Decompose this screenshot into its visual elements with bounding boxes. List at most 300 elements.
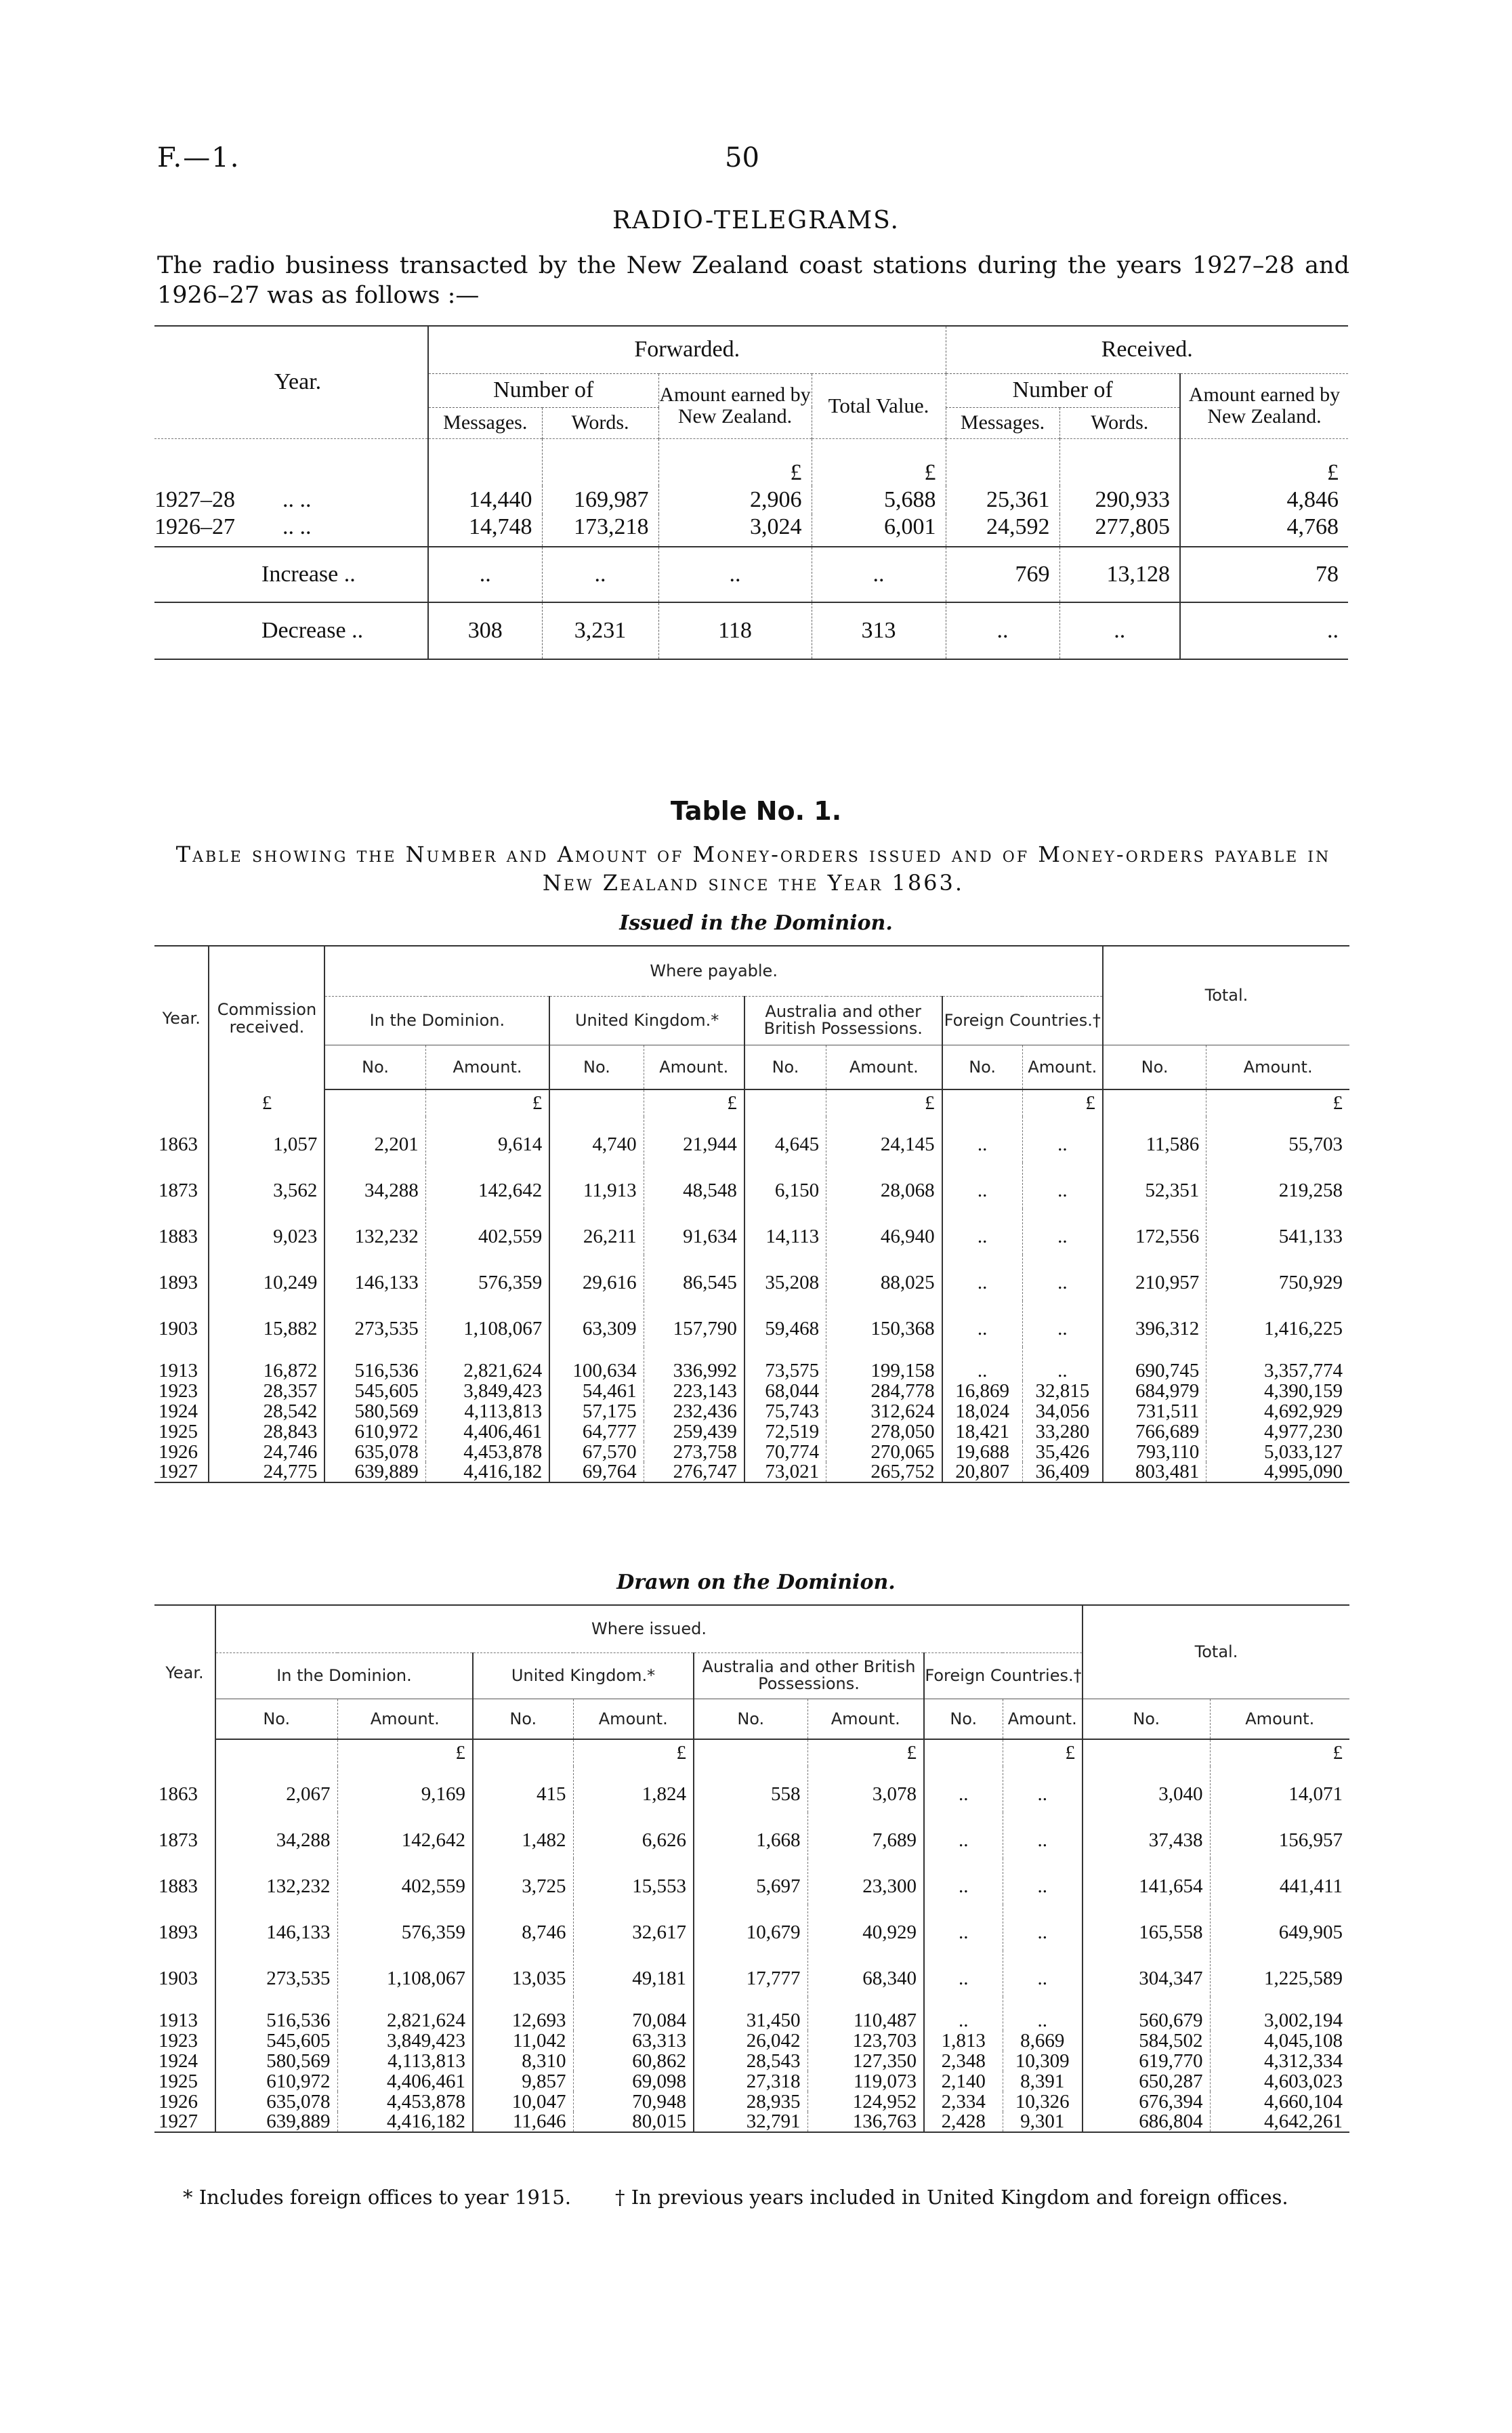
cell-aus-no: 59,468 (744, 1301, 826, 1347)
radio-header-rcv-number-of: Number of (946, 373, 1180, 407)
cell-uk-no: 64,777 (549, 1421, 644, 1442)
cell-comm: 10,249 (209, 1255, 324, 1301)
radio-header-fwd-number-of: Number of (428, 373, 658, 407)
cell-uk-no: 12,693 (473, 1997, 573, 2031)
cell-for-no: .. (924, 1997, 1003, 2031)
cell-tot-no: 650,287 (1083, 2071, 1210, 2092)
drawn-header-total: Total. (1083, 1605, 1349, 1699)
cell-aus-no: 26,042 (694, 2031, 807, 2051)
cell-uk-no: 9,857 (473, 2071, 573, 2092)
cell-tot-no: 560,679 (1083, 1997, 1210, 2031)
issued-table-row (154, 1421, 1349, 1442)
radio-row-increase: Increase .. .. .. .. .. 769 13,128 78 (154, 547, 1348, 602)
cell-aus-no: 17,777 (694, 1951, 807, 1997)
cell-year: 1923 (159, 1379, 198, 1402)
cell-uk-no: 8,310 (473, 2051, 573, 2071)
cell-uk-no: 13,035 (473, 1951, 573, 1997)
cell-dom-amt: 402,559 (425, 1209, 549, 1255)
cell-for-amt: .. (1003, 1766, 1083, 1812)
issued-table-row (154, 1255, 1349, 1301)
cell-aus-no: 5,697 (694, 1858, 807, 1905)
cell-year: 1873 (159, 1179, 198, 1201)
cell-uk-no: 3,725 (473, 1858, 573, 1905)
cell-tot-amt: 4,977,230 (1206, 1421, 1349, 1442)
cell-dom-no: 132,232 (324, 1209, 425, 1255)
cell-uk-amt: 259,439 (644, 1421, 744, 1442)
cell-uk-amt: 69,098 (573, 2071, 694, 2092)
cell-tot-no: 304,347 (1083, 1951, 1210, 1997)
cell-for-no: 2,140 (924, 2071, 1003, 2092)
cell-dom-amt: 402,559 (337, 1858, 473, 1905)
radio-pound-sign: £ (1180, 438, 1348, 486)
cell-for-no: .. (942, 1301, 1023, 1347)
cell-dom-amt: 1,108,067 (337, 1951, 473, 1997)
cell-for-no: 18,421 (942, 1421, 1023, 1442)
table-1-subtitle: Table showing the Number and Amount of Money-orders issued and of Money-orders payable in New Zealand since the Year 1863. (175, 841, 1331, 896)
cell-comm: 28,542 (209, 1401, 324, 1421)
issued-header-year: Year. (154, 946, 209, 1089)
cell-uk-amt: 21,944 (644, 1117, 744, 1163)
cell-year: 1924 (159, 2050, 198, 2072)
radio-header-received: Received. (946, 326, 1348, 373)
cell-dom-no: 610,972 (215, 2071, 337, 2092)
cell-uk-amt: 70,948 (573, 2092, 694, 2112)
cell-aus-no: 6,150 (744, 1163, 826, 1209)
cell-tot-amt: 4,045,108 (1210, 2031, 1349, 2051)
cell-uk-amt: 336,992 (644, 1347, 744, 1381)
cell-uk-no: 11,042 (473, 2031, 573, 2051)
cell-for-no: 2,334 (924, 2092, 1003, 2112)
cell-dom-no: 639,889 (324, 1462, 425, 1482)
cell-comm: 28,843 (209, 1421, 324, 1442)
drawn-table-row (154, 2071, 1349, 2092)
cell-dom-amt: 4,113,813 (425, 1401, 549, 1421)
cell-for-no: .. (942, 1255, 1023, 1301)
cell-uk-amt: 6,626 (573, 1812, 694, 1858)
issued-header-total: Total. (1103, 946, 1349, 1045)
cell-tot-amt: 750,929 (1206, 1255, 1349, 1301)
drawn-heading: Drawn on the Dominion. (616, 1571, 896, 1594)
radio-row-1927-28: 1927–28 .. .. 14,440 169,987 2,906 5,688 25,361 290,933 4,846 (154, 486, 1348, 514)
drawn-header-where-issued: Where issued. (215, 1605, 1083, 1652)
cell-dom-no: 635,078 (215, 2092, 337, 2112)
cell-for-amt: .. (1022, 1117, 1103, 1163)
cell-tot-amt: 4,642,261 (1210, 2112, 1349, 2132)
cell-tot-no: 676,394 (1083, 2092, 1210, 2112)
cell-for-amt: 8,391 (1003, 2071, 1083, 2092)
cell-uk-no: 11,646 (473, 2112, 573, 2132)
cell-for-no: 18,024 (942, 1401, 1023, 1421)
cell-year: 1927 (154, 1462, 209, 1482)
cell-aus-amt: 265,752 (826, 1462, 942, 1482)
cell-comm: 1,057 (209, 1117, 324, 1163)
radio-header-year: Year. (154, 326, 428, 438)
cell-tot-amt: 4,390,159 (1206, 1381, 1349, 1401)
cell-aus-no: 73,021 (744, 1462, 826, 1482)
cell-tot-no: 172,556 (1103, 1209, 1206, 1255)
cell-dom-no: 580,569 (324, 1401, 425, 1421)
cell-for-amt: .. (1022, 1163, 1103, 1209)
radio-header-rcv-messages: Messages. (946, 407, 1059, 438)
page-number: 50 (725, 142, 759, 173)
cell-tot-amt: 1,416,225 (1206, 1301, 1349, 1347)
cell-for-no: 2,428 (924, 2112, 1003, 2132)
issued-header-aus: Australia and other British Possessions. (744, 996, 942, 1045)
drawn-header-foreign: Foreign Countries.† (924, 1652, 1083, 1699)
radio-intro-paragraph: The radio business transacted by the New Zealand coast stations during the years 1927–28 and 1926–27 was as follows :— (157, 252, 1349, 309)
cell-uk-amt: 48,548 (644, 1163, 744, 1209)
cell-aus-no: 4,645 (744, 1117, 826, 1163)
cell-tot-no: 684,979 (1103, 1381, 1206, 1401)
cell-uk-amt: 60,862 (573, 2051, 694, 2071)
issued-table-row (154, 1381, 1349, 1401)
cell-year: 1893 (159, 1921, 198, 1943)
cell-for-amt: 10,326 (1003, 2092, 1083, 2112)
cell-tot-no: 686,804 (1083, 2112, 1210, 2132)
table-1-title: Table No. 1. (670, 796, 842, 826)
cell-for-amt: .. (1003, 1951, 1083, 1997)
cell-tot-amt: 1,225,589 (1210, 1951, 1349, 1997)
cell-year: 1913 (159, 2010, 198, 2031)
cell-year: 1903 (159, 1317, 198, 1339)
cell-comm: 3,562 (209, 1163, 324, 1209)
cell-year: 1926 (159, 2090, 198, 2113)
cell-aus-no: 70,774 (744, 1442, 826, 1462)
cell-uk-amt: 273,758 (644, 1442, 744, 1462)
drawn-header-aus: Australia and other British Possessions. (694, 1652, 924, 1699)
radio-row-decrease: Decrease .. 308 3,231 118 313 .. .. .. (154, 602, 1348, 659)
cell-dom-no: 545,605 (324, 1381, 425, 1401)
drawn-header-uk: United Kingdom.* (473, 1652, 694, 1699)
radio-header-fwd-total: Total Value. (812, 373, 946, 438)
cell-tot-no: 793,110 (1103, 1442, 1206, 1462)
cell-aus-no: 75,743 (744, 1401, 826, 1421)
issued-header-uk: United Kingdom.* (549, 996, 744, 1045)
cell-aus-amt: 28,068 (826, 1163, 942, 1209)
cell-dom-amt: 2,821,624 (425, 1347, 549, 1381)
cell-for-amt: 32,815 (1022, 1381, 1103, 1401)
cell-comm: 24,775 (209, 1462, 324, 1482)
cell-for-no: .. (942, 1117, 1023, 1163)
cell-tot-no: 3,040 (1083, 1766, 1210, 1812)
cell-for-amt: .. (1022, 1347, 1103, 1381)
cell-year: 1927 (154, 2112, 215, 2132)
footnote-dagger: † In previous years included in United Kingdom and foreign offices. (615, 2186, 1288, 2209)
cell-for-amt: 36,409 (1022, 1462, 1103, 1482)
cell-aus-no: 558 (694, 1766, 807, 1812)
cell-dom-amt: 4,416,182 (425, 1462, 549, 1482)
cell-dom-amt: 4,406,461 (337, 2071, 473, 2092)
cell-tot-amt: 3,002,194 (1210, 1997, 1349, 2031)
row-label: 1927–28 (154, 487, 235, 512)
cell-uk-no: 10,047 (473, 2092, 573, 2112)
cell-aus-amt: 40,929 (807, 1905, 924, 1951)
cell-comm: 16,872 (209, 1347, 324, 1381)
cell-for-amt: .. (1003, 1997, 1083, 2031)
drawn-table-row (154, 1766, 1349, 1812)
cell-year: 1925 (159, 2070, 198, 2092)
cell-aus-amt: 23,300 (807, 1858, 924, 1905)
cell-for-no: 1,813 (924, 2031, 1003, 2051)
cell-uk-no: 11,913 (549, 1163, 644, 1209)
cell-aus-amt: 127,350 (807, 2051, 924, 2071)
cell-aus-amt: 7,689 (807, 1812, 924, 1858)
cell-dom-amt: 4,453,878 (425, 1442, 549, 1462)
issued-header-where-payable: Where payable. (324, 946, 1102, 996)
cell-year: 1925 (159, 1420, 198, 1442)
cell-year: 1883 (159, 1225, 198, 1247)
cell-comm: 9,023 (209, 1209, 324, 1255)
issued-table-row (154, 1301, 1349, 1347)
cell-year: 1873 (159, 1829, 198, 1851)
cell-dom-no: 516,536 (324, 1347, 425, 1381)
issued-header-foreign: Foreign Countries.† (942, 996, 1103, 1045)
cell-uk-amt: 49,181 (573, 1951, 694, 1997)
cell-dom-amt: 9,169 (337, 1766, 473, 1812)
cell-for-amt: .. (1003, 1812, 1083, 1858)
cell-tot-amt: 4,660,104 (1210, 2092, 1349, 2112)
cell-for-no: .. (924, 1905, 1003, 1951)
cell-year: 1863 (159, 1783, 198, 1805)
cell-tot-no: 165,558 (1083, 1905, 1210, 1951)
cell-aus-amt: 24,145 (826, 1117, 942, 1163)
cell-for-no: 16,869 (942, 1381, 1023, 1401)
cell-aus-no: 35,208 (744, 1255, 826, 1301)
cell-for-amt: 33,280 (1022, 1421, 1103, 1442)
cell-uk-no: 1,482 (473, 1812, 573, 1858)
cell-tot-no: 766,689 (1103, 1421, 1206, 1442)
cell-dom-no: 146,133 (324, 1255, 425, 1301)
cell-uk-no: 54,461 (549, 1381, 644, 1401)
cell-for-amt: 10,309 (1003, 2051, 1083, 2071)
cell-dom-amt: 142,642 (425, 1163, 549, 1209)
cell-aus-amt: 123,703 (807, 2031, 924, 2051)
radio-header-rcv-amount: Amount earned by New Zealand. (1180, 373, 1348, 438)
cell-for-amt: .. (1003, 1905, 1083, 1951)
cell-aus-no: 32,791 (694, 2112, 807, 2132)
cell-uk-amt: 80,015 (573, 2112, 694, 2132)
cell-year: 1913 (159, 1360, 198, 1381)
cell-aus-no: 31,450 (694, 1997, 807, 2031)
cell-uk-no: 100,634 (549, 1347, 644, 1381)
cell-for-amt: .. (1022, 1255, 1103, 1301)
cell-for-no: .. (942, 1209, 1023, 1255)
cell-tot-amt: 55,703 (1206, 1117, 1349, 1163)
issued-table-row (154, 1117, 1349, 1163)
cell-dom-no: 639,889 (215, 2112, 337, 2132)
cell-uk-amt: 63,313 (573, 2031, 694, 2051)
cell-dom-no: 132,232 (215, 1858, 337, 1905)
cell-tot-amt: 4,603,023 (1210, 2071, 1349, 2092)
radio-row-1926-27: 1926–27 .. .. 14,748 173,218 3,024 6,001 24,592 277,805 4,768 (154, 514, 1348, 547)
cell-tot-no: 690,745 (1103, 1347, 1206, 1381)
cell-uk-amt: 32,617 (573, 1905, 694, 1951)
cell-aus-amt: 199,158 (826, 1347, 942, 1381)
cell-tot-amt: 4,995,090 (1206, 1462, 1349, 1482)
cell-tot-amt: 219,258 (1206, 1163, 1349, 1209)
radio-section-title: RADIO-TELEGRAMS. (612, 207, 900, 234)
cell-tot-no: 803,481 (1103, 1462, 1206, 1482)
cell-aus-amt: 150,368 (826, 1301, 942, 1347)
cell-dom-no: 2,201 (324, 1117, 425, 1163)
cell-for-amt: .. (1003, 1858, 1083, 1905)
cell-dom-no: 545,605 (215, 2031, 337, 2051)
cell-aus-amt: 312,624 (826, 1401, 942, 1421)
cell-for-amt: 8,669 (1003, 2031, 1083, 2051)
cell-year: 1883 (159, 1875, 198, 1897)
drawn-header-year: Year. (154, 1605, 215, 1739)
cell-dom-no: 273,535 (324, 1301, 425, 1347)
cell-tot-amt: 541,133 (1206, 1209, 1349, 1255)
footnote-star: * Includes foreign offices to year 1915. (183, 2186, 571, 2209)
cell-for-amt: 34,056 (1022, 1401, 1103, 1421)
cell-aus-no: 68,044 (744, 1381, 826, 1401)
cell-uk-amt: 1,824 (573, 1766, 694, 1812)
cell-uk-no: 57,175 (549, 1401, 644, 1421)
radio-header-rcv-words: Words. (1059, 407, 1180, 438)
cell-dom-amt: 142,642 (337, 1812, 473, 1858)
cell-for-amt: .. (1022, 1209, 1103, 1255)
issued-heading: Issued in the Dominion. (619, 911, 893, 935)
cell-dom-no: 635,078 (324, 1442, 425, 1462)
drawn-table-row (154, 2051, 1349, 2071)
drawn-table-row (154, 1905, 1349, 1951)
drawn-table-row (154, 1858, 1349, 1905)
drawn-table-row (154, 2031, 1349, 2051)
cell-dom-amt: 9,614 (425, 1117, 549, 1163)
cell-dom-no: 273,535 (215, 1951, 337, 1997)
cell-uk-no: 8,746 (473, 1905, 573, 1951)
cell-comm: 15,882 (209, 1301, 324, 1347)
cell-tot-no: 11,586 (1103, 1117, 1206, 1163)
cell-dom-amt: 2,821,624 (337, 1997, 473, 2031)
cell-uk-no: 69,764 (549, 1462, 644, 1482)
cell-aus-no: 10,679 (694, 1905, 807, 1951)
cell-uk-no: 4,740 (549, 1117, 644, 1163)
cell-for-amt: .. (1022, 1301, 1103, 1347)
page-reference: F.—1. (157, 142, 240, 173)
radio-pound-sign: £ (658, 438, 812, 486)
cell-aus-amt: 3,078 (807, 1766, 924, 1812)
cell-year: 1924 (159, 1400, 198, 1422)
cell-dom-no: 610,972 (324, 1421, 425, 1442)
cell-tot-no: 619,770 (1083, 2051, 1210, 2071)
issued-table-row (154, 1442, 1349, 1462)
cell-aus-amt: 110,487 (807, 1997, 924, 2031)
cell-tot-no: 731,511 (1103, 1401, 1206, 1421)
cell-for-no: .. (924, 1951, 1003, 1997)
cell-uk-no: 26,211 (549, 1209, 644, 1255)
row-label: 1926–27 (154, 514, 235, 539)
cell-dom-amt: 3,849,423 (337, 2031, 473, 2051)
issued-table-row (154, 1401, 1349, 1421)
cell-for-no: .. (924, 1858, 1003, 1905)
cell-tot-amt: 4,692,929 (1206, 1401, 1349, 1421)
cell-tot-no: 210,957 (1103, 1255, 1206, 1301)
cell-uk-amt: 15,553 (573, 1858, 694, 1905)
cell-uk-amt: 157,790 (644, 1301, 744, 1347)
cell-year: 1903 (159, 1967, 198, 1989)
radio-table (154, 325, 1348, 660)
issued-table: Year. Commission received. Where payable. Total. In the Dominion. United Kingdom.* Australia and other British Possessions. Foreign Countries.† No. Amount. No. Amount. No. Amount. No. Amount. No. Amount. £ £ £ £ £ £ 1863 1,057 2,201 9,614 4,740 21,944 4,645 24,145 .. .. 11,586 55,703 1873 3,562 34,288 142,642 11,913 48,548 6,150 28,068 .. .. 52,351 219,258 1883 9,023 132,232 402,559 26,211 91,634 14,113 46,940 .. .. 172,556 541,133 1893 10,249 146,133 576,359 29,616 86,545 35,208 88,025 .. .. 210,957 750,929 1903 15,882 273,535 1,108,067 63,309 157,790 59,468 150,368 .. .. 396,312 1,416,225 1913 16,872 516,536 2,821,624 100,634 336,992 73,575 199,158 .. .. 690,745 3,357,774 1923 28,357 545,605 3,849,423 54,461 223,143 68,044 284,778 16,869 32,815 684,979 4,390,159 1924 28,542 580,569 4,113,813 57,175 232,436 75,743 312,624 18,024 34,056 731,511 4,692,929 1925 28,843 610,972 4,406,461 64,777 259,439 72,519 278,050 18,421 33,280 766,689 4,977,230 1926 24,746 635,078 4,453,878 67,570 273,758 70,774 270,065 19,688 35,426 793,110 5,033,127 1927 24,775 639,889 4,416,182 69,764 276,747 73,021 265,752 20,807 36,409 803,481 4,995,090 (154, 945, 1349, 1483)
drawn-table-row (154, 1812, 1349, 1858)
cell-year: 1893 (159, 1271, 198, 1293)
cell-tot-no: 396,312 (1103, 1301, 1206, 1347)
cell-tot-amt: 4,312,334 (1210, 2051, 1349, 2071)
cell-uk-amt: 86,545 (644, 1255, 744, 1301)
cell-aus-amt: 278,050 (826, 1421, 942, 1442)
cell-dom-no: 34,288 (215, 1812, 337, 1858)
cell-aus-amt: 68,340 (807, 1951, 924, 1997)
cell-aus-no: 72,519 (744, 1421, 826, 1442)
cell-tot-amt: 156,957 (1210, 1812, 1349, 1858)
cell-for-no: 19,688 (942, 1442, 1023, 1462)
cell-uk-amt: 223,143 (644, 1381, 744, 1401)
cell-for-amt: 9,301 (1003, 2112, 1083, 2132)
cell-tot-amt: 649,905 (1210, 1905, 1349, 1951)
drawn-header-dominion: In the Dominion. (215, 1652, 473, 1699)
drawn-table-row (154, 1997, 1349, 2031)
cell-dom-amt: 4,453,878 (337, 2092, 473, 2112)
cell-tot-no: 584,502 (1083, 2031, 1210, 2051)
cell-uk-no: 29,616 (549, 1255, 644, 1301)
cell-dom-amt: 576,359 (425, 1255, 549, 1301)
cell-aus-amt: 46,940 (826, 1209, 942, 1255)
cell-aus-amt: 270,065 (826, 1442, 942, 1462)
cell-uk-amt: 70,084 (573, 1997, 694, 2031)
cell-dom-no: 34,288 (324, 1163, 425, 1209)
cell-uk-amt: 91,634 (644, 1209, 744, 1255)
cell-dom-amt: 576,359 (337, 1905, 473, 1951)
issued-header-commission: Commission received. (209, 946, 324, 1089)
cell-for-no: 20,807 (942, 1462, 1023, 1482)
cell-year: 1863 (159, 1133, 198, 1155)
cell-tot-amt: 14,071 (1210, 1766, 1349, 1812)
cell-tot-no: 141,654 (1083, 1858, 1210, 1905)
radio-header-fwd-amount: Amount earned by New Zealand. (658, 373, 812, 438)
cell-uk-no: 67,570 (549, 1442, 644, 1462)
radio-header-fwd-messages: Messages. (428, 407, 542, 438)
cell-aus-no: 27,318 (694, 2071, 807, 2092)
cell-uk-amt: 276,747 (644, 1462, 744, 1482)
cell-year: 1923 (159, 2029, 198, 2052)
cell-dom-amt: 3,849,423 (425, 1381, 549, 1401)
cell-for-no: .. (924, 1766, 1003, 1812)
cell-dom-no: 580,569 (215, 2051, 337, 2071)
radio-header-forwarded: Forwarded. (428, 326, 946, 373)
cell-aus-amt: 88,025 (826, 1255, 942, 1301)
issued-table-row (154, 1163, 1349, 1209)
cell-dom-no: 146,133 (215, 1905, 337, 1951)
drawn-table-row (154, 2092, 1349, 2112)
radio-header-fwd-words: Words. (542, 407, 658, 438)
cell-tot-no: 52,351 (1103, 1163, 1206, 1209)
cell-dom-amt: 4,406,461 (425, 1421, 549, 1442)
cell-tot-amt: 441,411 (1210, 1858, 1349, 1905)
cell-aus-no: 28,543 (694, 2051, 807, 2071)
issued-table-row (154, 1347, 1349, 1381)
cell-aus-no: 14,113 (744, 1209, 826, 1255)
cell-aus-amt: 284,778 (826, 1381, 942, 1401)
cell-uk-amt: 232,436 (644, 1401, 744, 1421)
radio-pound-sign: £ (812, 438, 946, 486)
cell-tot-amt: 3,357,774 (1206, 1347, 1349, 1381)
issued-table-row (154, 1209, 1349, 1255)
cell-year: 1926 (159, 1440, 198, 1463)
cell-aus-no: 1,668 (694, 1812, 807, 1858)
cell-dom-amt: 4,113,813 (337, 2051, 473, 2071)
cell-for-no: .. (942, 1347, 1023, 1381)
